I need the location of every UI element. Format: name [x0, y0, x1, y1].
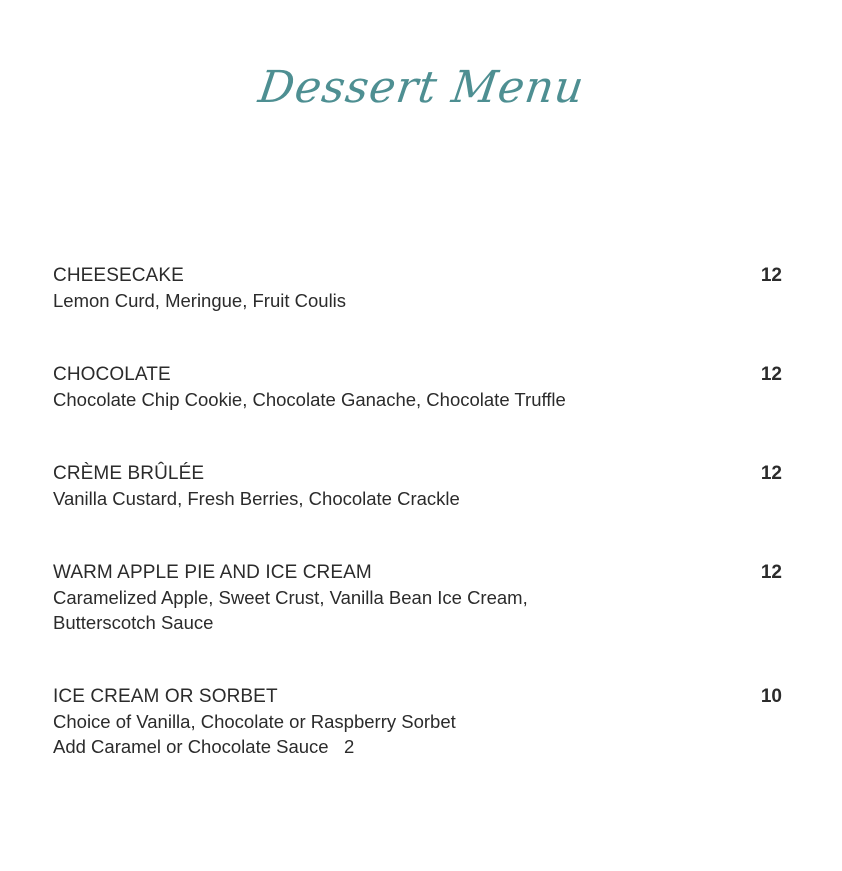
item-price: 12	[760, 364, 782, 385]
item-price: 10	[760, 686, 782, 707]
item-price: 12	[760, 463, 782, 484]
item-description: Caramelized Apple, Sweet Crust, Vanilla Bean Ice Cream,	[53, 587, 528, 608]
item-description: Lemon Curd, Meringue, Fruit Coulis	[53, 290, 347, 311]
menu-item-cheesecake	[53, 263, 782, 313]
menu-list	[53, 263, 782, 808]
item-name: ICE CREAM OR SORBET	[53, 686, 278, 707]
item-description: Chocolate Chip Cookie, Chocolate Ganache, Chocolate Truffle	[53, 389, 566, 410]
page-title: Dessert Menu	[254, 62, 588, 113]
item-price: 12	[760, 265, 782, 286]
menu-item-creme-brulee	[53, 461, 782, 511]
item-price: 12	[760, 562, 782, 583]
menu-header	[0, 62, 842, 113]
menu-item-warm-apple-pie	[53, 560, 782, 635]
item-name: CHOCOLATE	[53, 364, 171, 385]
item-description: Vanilla Custard, Fresh Berries, Chocolate Crackle	[53, 488, 460, 509]
item-description: Choice of Vanilla, Chocolate or Raspberry Sorbet	[53, 711, 456, 732]
item-addon: Add Caramel or Chocolate Sauce 2	[53, 736, 355, 757]
menu-item-ice-cream-or-sorbet	[53, 684, 782, 759]
item-name: WARM APPLE PIE AND ICE CREAM	[53, 562, 372, 583]
item-name: CHEESECAKE	[53, 265, 184, 286]
item-name: CRÈME BRÛLÉE	[53, 463, 205, 484]
menu-item-chocolate	[53, 362, 782, 412]
item-description: Butterscotch Sauce	[53, 612, 214, 633]
